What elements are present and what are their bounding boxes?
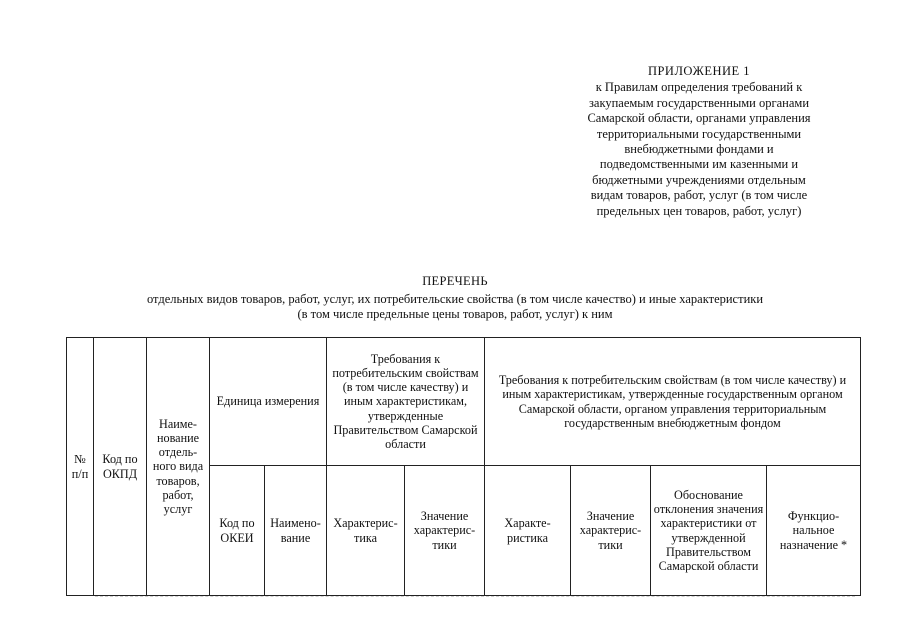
appendix-line: видам товаров, работ, услуг (в том числе (590, 188, 808, 203)
list-heading: ПЕРЕЧЕНЬ (422, 274, 488, 288)
column-authority-characteristic: Характе- ристика (485, 466, 571, 596)
appendix-line: подведомственными им казенными и (599, 157, 799, 172)
scan-artifact-line (95, 596, 855, 597)
column-authority-value: Значение характерис- тики (571, 466, 651, 596)
column-item-name: Наиме- нование отдель- ного вида товаров, работ, услуг (147, 338, 210, 596)
column-okei-code: Код по ОКЕИ (210, 466, 265, 596)
column-okpd-code: Код по ОКПД (94, 338, 147, 596)
column-group-unit: Единица измерения (210, 338, 327, 466)
appendix-header (560, 64, 838, 219)
appendix-line: закупаемым государственными органами (588, 95, 810, 110)
column-group-government-requirements: Требования к потребительским свойствам (в том числе качеству) и иным характеристикам, утвержденные Правительством Самарской области (327, 338, 485, 466)
appendix-line: внебюджетными фондами и (624, 142, 774, 157)
list-title-block (40, 274, 870, 322)
appendix-line: бюджетными учреждениями отдельным (592, 172, 806, 187)
appendix-heading: ПРИЛОЖЕНИЕ 1 (647, 64, 751, 78)
column-group-authority-requirements: Требования к потребительским свойствам (в том числе качеству) и иным характеристикам, утвержденные государственным органом Самарской области, органом управления территориальным государственным внебюджетным фондом (485, 338, 861, 466)
appendix-line: к Правилам определения требований к (595, 80, 803, 95)
column-number: № п/п (67, 338, 94, 596)
column-government-value: Значение характерис- тики (405, 466, 485, 596)
list-subtitle-line1: отдельных видов товаров, работ, услуг, их потребительские свойства (в том числе качество) и иные характеристики (146, 292, 764, 306)
column-unit-name: Наимено- вание (265, 466, 327, 596)
appendix-line: Самарской области, органами управления (587, 111, 811, 126)
appendix-line: территориальными государственными (596, 126, 802, 141)
appendix-line: предельных цен товаров, работ, услуг) (596, 203, 802, 218)
column-deviation-justification: Обоснование отклонения значения характеристики от утвержденной Правительством Самарской области (651, 466, 767, 596)
requirements-table (66, 337, 861, 596)
column-government-characteristic: Характерис- тика (327, 466, 405, 596)
list-subtitle-line2: (в том числе предельные цены товаров, работ, услуг) к ним (297, 307, 613, 321)
column-functional-purpose: Функцио- нальное назначение * (767, 466, 861, 596)
